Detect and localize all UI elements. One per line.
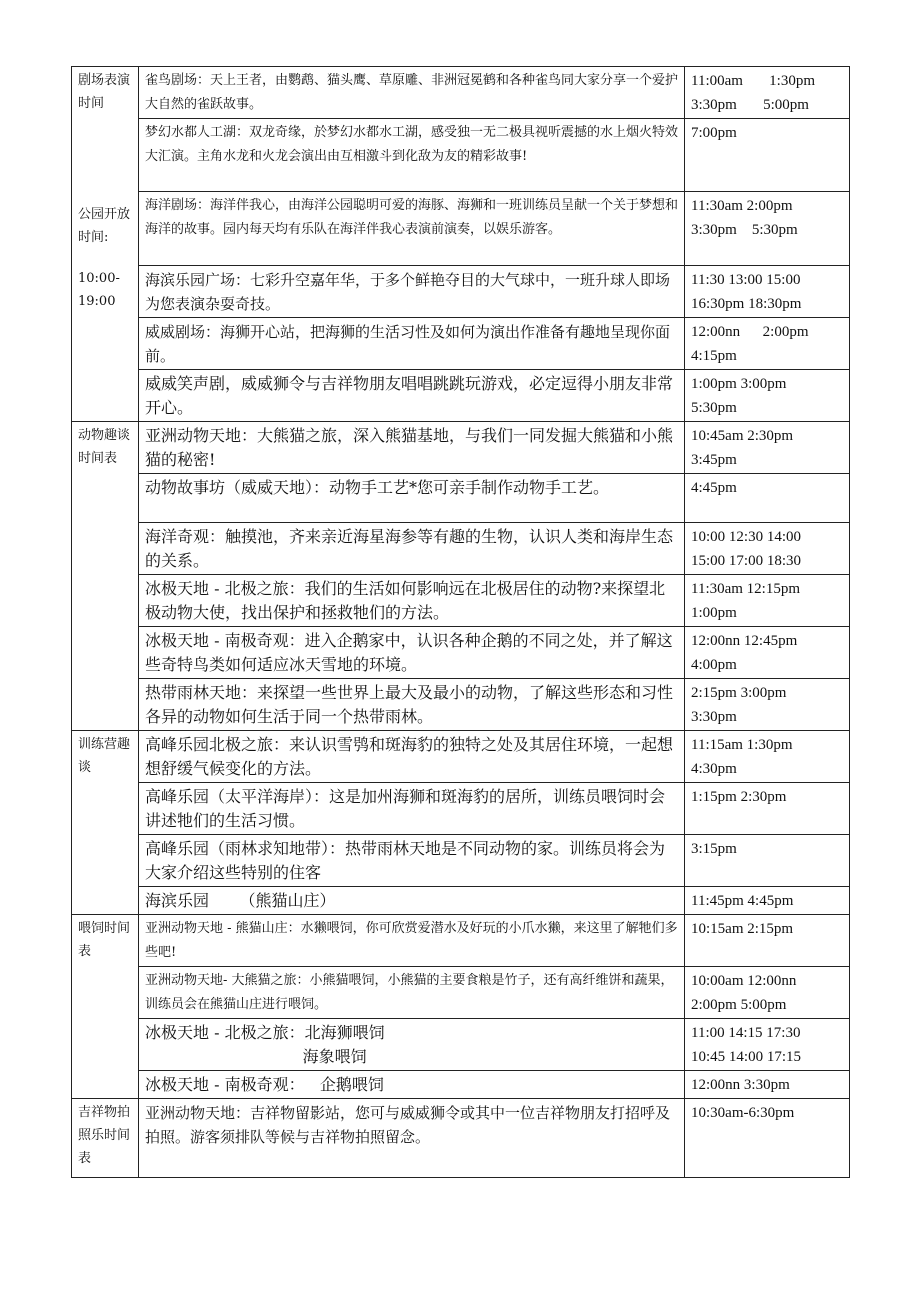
activity-cell: 威威剧场：海狮开心站，把海狮的生活习性及如何为演出作准备有趣地呈现你面前。: [139, 318, 685, 370]
activity-cell: 热带雨林天地：来探望一些世界上最大及最小的动物，了解这些形态和习性各异的动物如何生活于同一个热带雨林。: [139, 679, 685, 731]
activity-cell: 海滨乐园广场：七彩升空嘉年华，于多个鲜艳夺目的大气球中，一班升球人即场为您表演杂耍奇技。: [139, 266, 685, 318]
table-row: [72, 575, 850, 627]
category-feeding: 喂饲时间表: [78, 921, 131, 959]
activity-cell: 动物故事坊（威威天地）：动物手工艺*您可亲手制作动物手工艺。: [139, 474, 685, 523]
time-cell: 12:00nn 12:45pm 4:00pm: [685, 627, 850, 679]
activity-cell: 亚洲动物天地- 大熊猫之旅：小熊猫喂饲，小熊猫的主要食粮是竹子，还有高纤维饼和蔬果，训练员会在熊猫山庄进行喂饲。: [139, 967, 685, 1019]
activity-cell: 高峰乐园（太平洋海岸）：这是加州海狮和斑海豹的居所，训练员喂饲时会讲述牠们的生活习惯。: [139, 783, 685, 835]
activity-cell: 高峰乐园（雨林求知地带）：热带雨林天地是不同动物的家。训练员将会为大家介绍这些特别的住客: [139, 835, 685, 887]
category-training-cell: [72, 731, 139, 915]
activity-cell: 海洋奇观：触摸池，齐来亲近海星海参等有趣的生物，认识人类和海岸生态的关系。: [139, 523, 685, 575]
activity-cell: 冰极天地 - 南极奇观： 企鹅喂饲: [139, 1071, 685, 1099]
time-cell: 10:00am 12:00nn 2:00pm 5:00pm: [685, 967, 850, 1019]
activity-cell: 冰极天地 - 北极之旅：我们的生活如何影响远在北极居住的动物?来探望北极动物大使，找出保护和拯救牠们的方法。: [139, 575, 685, 627]
schedule-table: [71, 66, 850, 1178]
table-row: [72, 783, 850, 835]
table-row: [72, 266, 850, 318]
table-row: [72, 731, 850, 783]
activity-cell: 冰极天地 - 北极之旅：北海狮喂饲 海象喂饲: [139, 1019, 685, 1071]
park-hours-label: 公园开放时间:: [78, 207, 131, 245]
time-cell: 12:00nn 2:00pm 4:15pm: [685, 318, 850, 370]
time-cell: 7:00pm: [685, 119, 850, 192]
table-row: [72, 67, 850, 119]
time-cell: 12:00nn 3:30pm: [685, 1071, 850, 1099]
table-row: [72, 1071, 850, 1099]
table-row: [72, 887, 850, 915]
time-cell: 11:30am 12:15pm 1:00pm: [685, 575, 850, 627]
category-training: 训练营趣谈: [78, 737, 131, 775]
activity-cell: 威威笑声剧，威威狮令与吉祥物朋友唱唱跳跳玩游戏，必定逗得小朋友非常开心。: [139, 370, 685, 422]
time-cell: 11:45pm 4:45pm: [685, 887, 850, 915]
table-row: [72, 835, 850, 887]
category-theater-cell: [72, 67, 139, 422]
activity-cell: 海滨乐园 （熊猫山庄）: [139, 887, 685, 915]
table-row: [72, 370, 850, 422]
activity-cell: 亚洲动物天地 - 熊猫山庄：水獭喂饲，你可欣赏爱潜水及好玩的小爪水獭，来这里了解牠们多些吧!: [139, 915, 685, 967]
table-row: [72, 1019, 850, 1071]
table-row: [72, 119, 850, 192]
time-cell: 10:00 12:30 14:00 15:00 17:00 18:30: [685, 523, 850, 575]
table-row: [72, 967, 850, 1019]
table-row: [72, 474, 850, 523]
time-cell: 11:30 13:00 15:00 16:30pm 18:30pm: [685, 266, 850, 318]
table-row: [72, 192, 850, 266]
category-theater: 剧场表演时间: [78, 73, 131, 111]
time-cell: 11:00 14:15 17:30 10:45 14:00 17:15: [685, 1019, 850, 1071]
table-row: [72, 1099, 850, 1178]
activity-cell: 雀鸟剧场：天上王者，由鹦鹉、猫头鹰、草原雕、非洲冠冕鹤和各种雀鸟同大家分享一个爱护大自然的雀跃故事。: [139, 67, 685, 119]
category-mascot-cell: [72, 1099, 139, 1178]
activity-cell: 冰极天地 - 南极奇观：进入企鹅家中，认识各种企鹅的不同之处，并了解这些奇特鸟类如何适应冰天雪地的环境。: [139, 627, 685, 679]
table-row: [72, 627, 850, 679]
activity-cell: 亚洲动物天地：大熊猫之旅，深入熊猫基地，与我们一同发掘大熊猫和小熊猫的秘密!: [139, 422, 685, 474]
time-cell: 10:45am 2:30pm 3:45pm: [685, 422, 850, 474]
time-cell: 1:00pm 3:00pm 5:30pm: [685, 370, 850, 422]
time-cell: 10:30am-6:30pm: [685, 1099, 850, 1178]
activity-cell: 梦幻水都人工湖：双龙奇缘，於梦幻水都水工湖，感受独一无二极具视听震撼的水上烟火特效大汇演。主角水龙和火龙会演出由互相激斗到化敌为友的精彩故事!: [139, 119, 685, 192]
table-row: [72, 679, 850, 731]
category-animal-talks-cell: [72, 422, 139, 731]
category-animal-talks: 动物趣谈时间表: [78, 428, 131, 466]
activity-cell: 高峰乐园北极之旅：来认识雪鸮和斑海豹的独特之处及其居住环境，一起想想舒缓气候变化的方法。: [139, 731, 685, 783]
time-cell: 4:45pm: [685, 474, 850, 523]
table-row: [72, 422, 850, 474]
time-cell: 10:15am 2:15pm: [685, 915, 850, 967]
time-cell: 3:15pm: [685, 835, 850, 887]
park-hours-value: 10:00-19:00: [78, 271, 120, 309]
time-cell: 11:30am 2:00pm 3:30pm 5:30pm: [685, 192, 850, 266]
category-mascot: 吉祥物拍照乐时间表: [78, 1105, 131, 1166]
table-row: [72, 318, 850, 370]
time-cell: 1:15pm 2:30pm: [685, 783, 850, 835]
category-feeding-cell: [72, 915, 139, 1099]
time-cell: 11:15am 1:30pm 4:30pm: [685, 731, 850, 783]
table-row: [72, 915, 850, 967]
activity-cell: 亚洲动物天地：吉祥物留影站，您可与威威狮令或其中一位吉祥物朋友打招呼及拍照。游客须排队等候与吉祥物拍照留念。: [139, 1099, 685, 1178]
time-cell: 2:15pm 3:00pm 3:30pm: [685, 679, 850, 731]
table-row: [72, 523, 850, 575]
time-cell: 11:00am 1:30pm 3:30pm 5:00pm: [685, 67, 850, 119]
activity-cell: 海洋剧场：海洋伴我心，由海洋公园聪明可爱的海豚、海狮和一班训练员呈献一个关于梦想和海洋的故事。园内每天均有乐队在海洋伴我心表演前演奏，以娱乐游客。: [139, 192, 685, 266]
